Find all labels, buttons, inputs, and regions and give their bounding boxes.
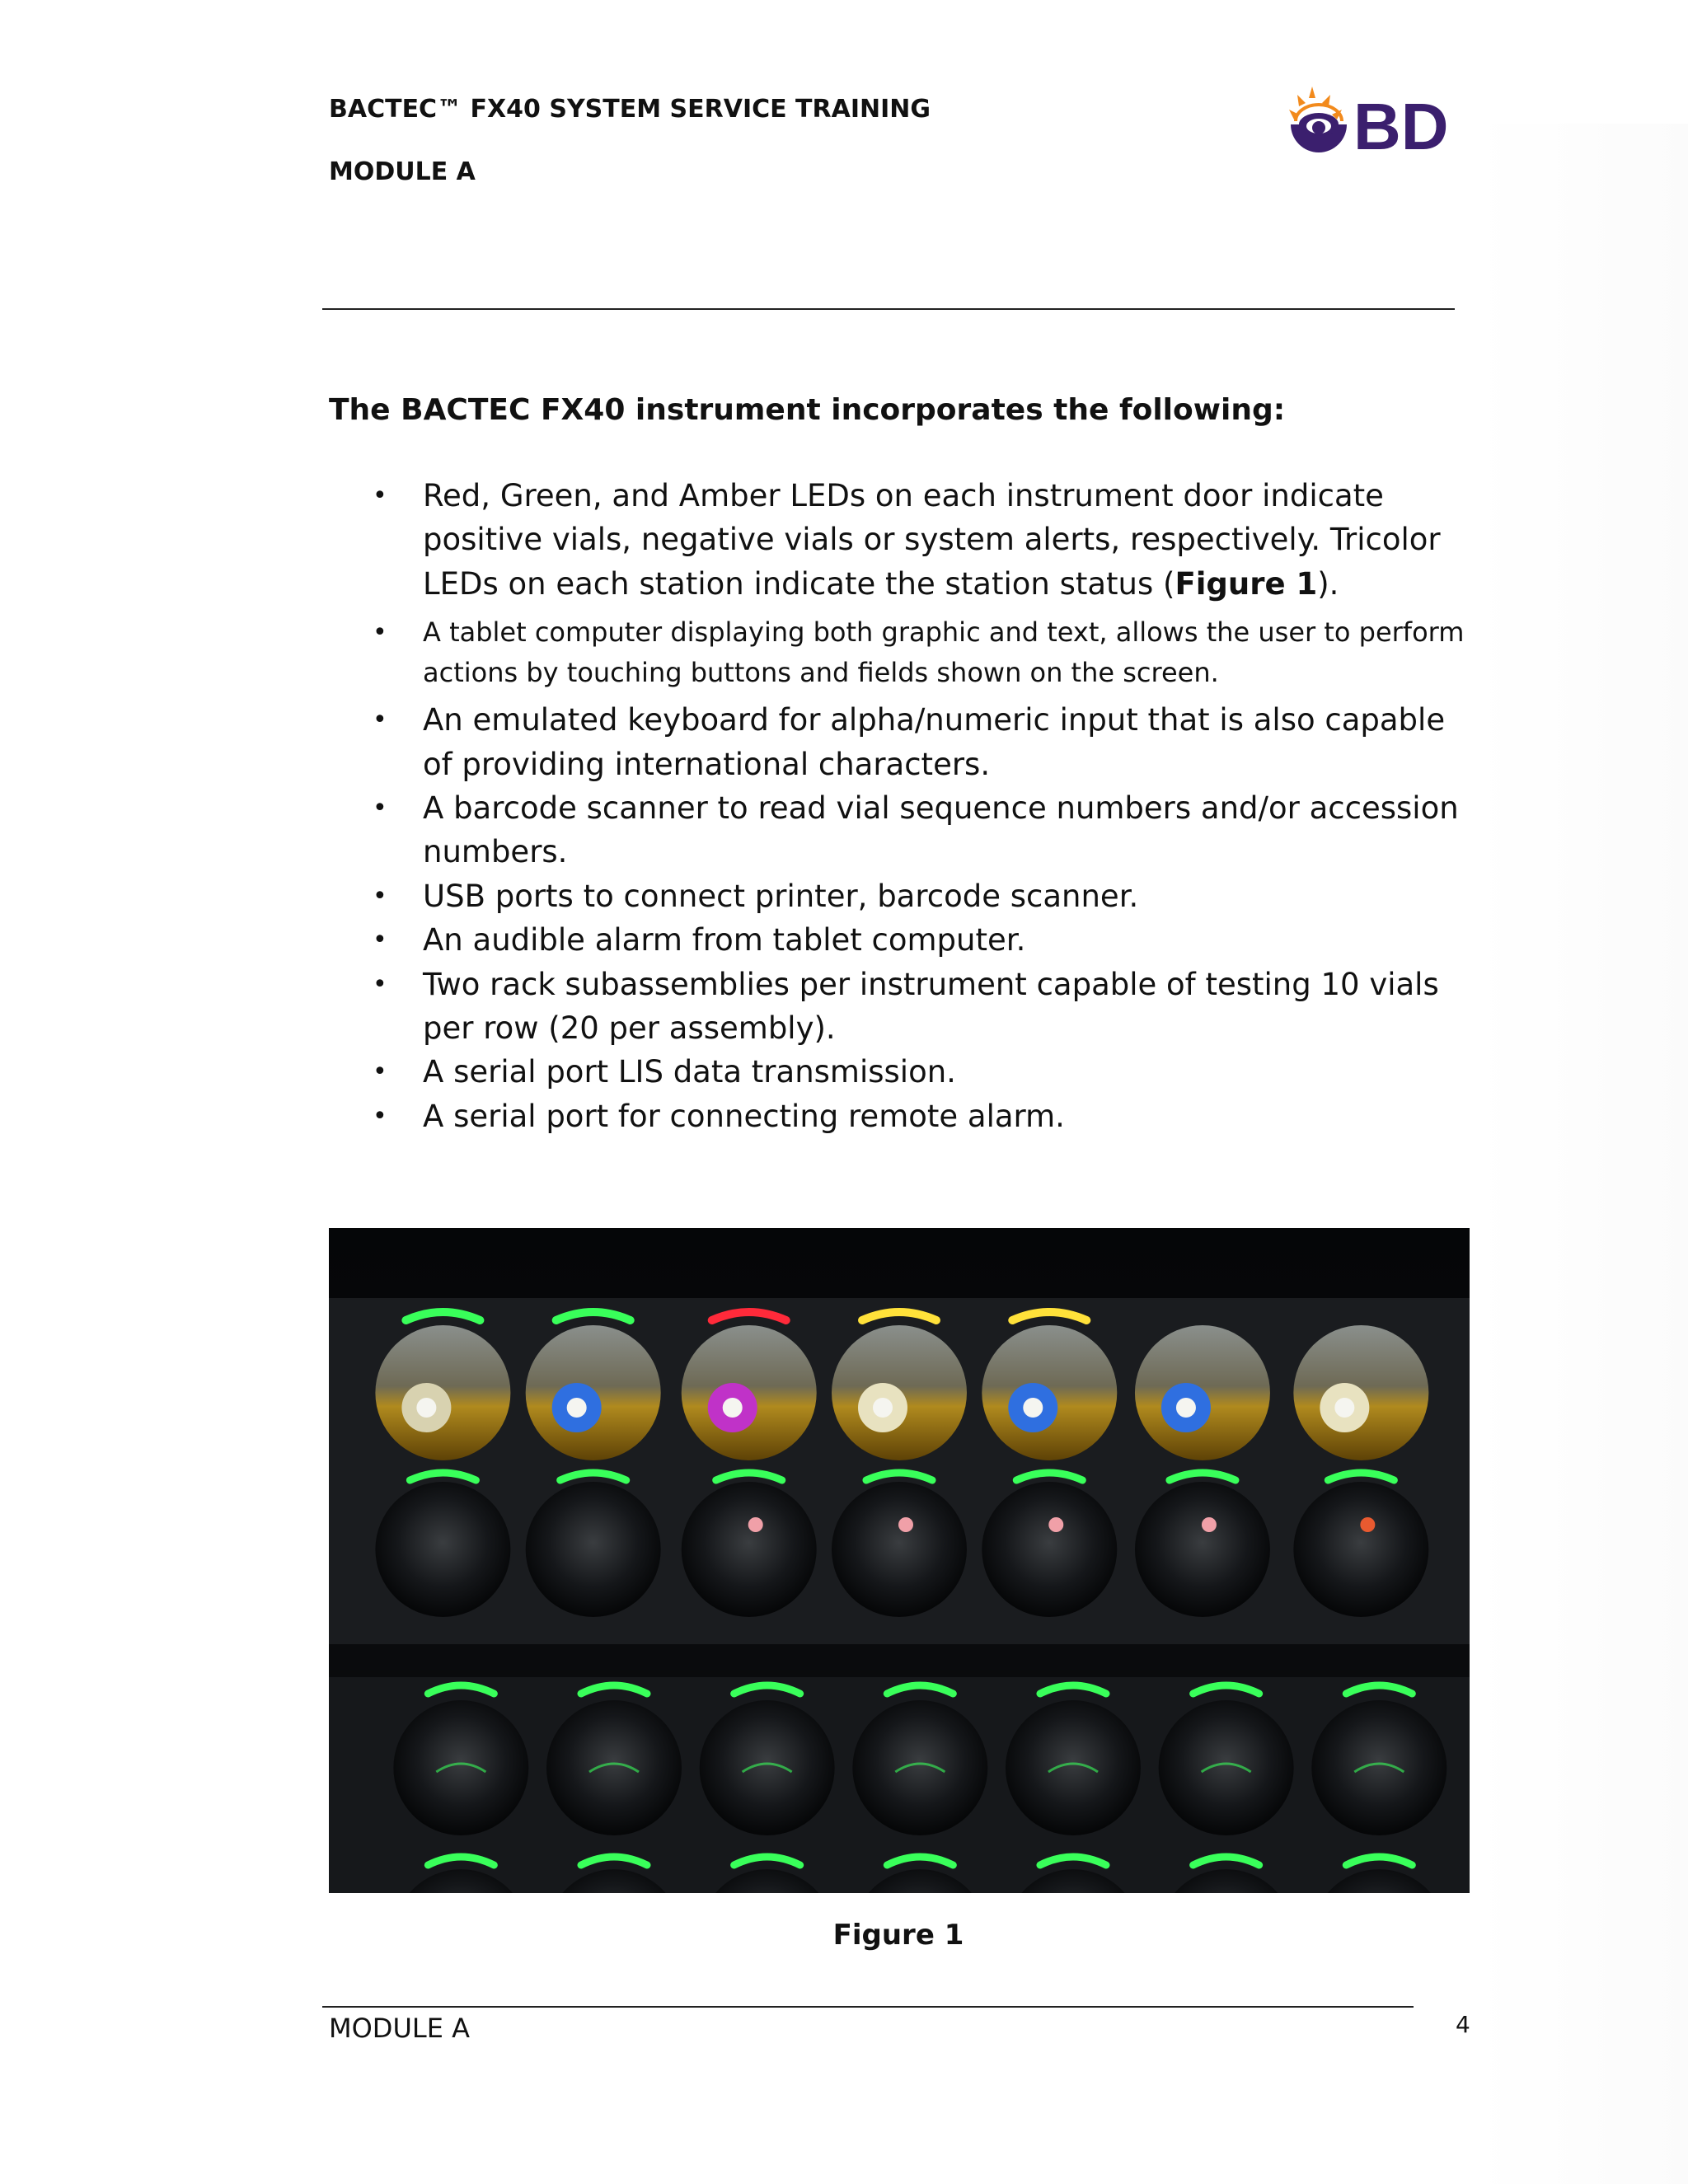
bd-sunburst-icon [1289, 87, 1347, 152]
station-well [1293, 1482, 1428, 1617]
intro-heading: The BACTEC FX40 instrument incorporates the following: [329, 393, 1286, 427]
station-well [1311, 1700, 1447, 1835]
bullet-icon: • [373, 1101, 387, 1131]
page-edge-shade [1475, 124, 1688, 2184]
bd-logo [1287, 85, 1461, 163]
station-well [852, 1700, 987, 1835]
station-well [1135, 1482, 1270, 1617]
well-indicator [748, 1517, 763, 1532]
instrument-photo [329, 1228, 1470, 1893]
well-indicator [1360, 1517, 1375, 1532]
station-well [682, 1482, 817, 1617]
list-item: • Two rack subassemblies per instrument capable of testing 10 vials per row (20 per assembly). [329, 963, 1483, 1051]
bullet-icon: • [373, 618, 387, 648]
station-well [393, 1700, 528, 1835]
station-well [832, 1482, 967, 1617]
list-item: • A serial port for connecting remote alarm. [329, 1094, 1483, 1138]
vial-cap-center [1176, 1398, 1196, 1418]
bullet-icon: • [373, 881, 387, 911]
station-well [700, 1700, 835, 1835]
list-item: • An emulated keyboard for alpha/numeric input that is also capable of providing international characters. [329, 698, 1483, 786]
station-well [1159, 1700, 1294, 1835]
station-well [1006, 1700, 1141, 1835]
figure-caption: Figure 1 [832, 1919, 964, 1952]
bullet-icon: • [373, 969, 387, 999]
vial-cap-center [723, 1398, 743, 1418]
footer-rule [322, 2006, 1414, 2008]
station-well [982, 1482, 1117, 1617]
well-indicator [1048, 1517, 1063, 1532]
vial-cap-center [873, 1398, 893, 1418]
vial-cap-center [416, 1398, 436, 1418]
page-number: 4 [1456, 2011, 1470, 2038]
bullet-icon: • [373, 794, 387, 823]
vial-cap-center [1334, 1398, 1354, 1418]
list-item: • A tablet computer displaying both graphic and text, allows the user to perform actions by touching buttons and fields shown on the screen. [329, 612, 1483, 693]
list-item: • USB ports to connect printer, barcode scanner. [329, 874, 1483, 918]
header-module: MODULE A [329, 157, 476, 186]
bd-logo-text: BD [1353, 90, 1449, 163]
feature-list [329, 474, 1483, 1138]
station-well [546, 1700, 682, 1835]
list-item: • A barcode scanner to read vial sequence numbers and/or accession numbers. [329, 786, 1483, 874]
bullet-icon: • [373, 1057, 387, 1087]
vial-cap-center [1023, 1398, 1043, 1418]
bullet-icon: • [373, 926, 387, 955]
bullet-icon: • [373, 705, 387, 735]
footer-module: MODULE A [329, 2013, 470, 2044]
bullet-icon: • [373, 481, 387, 510]
header-rule [322, 308, 1455, 310]
station-well [375, 1482, 510, 1617]
list-item: • A serial port LIS data transmission. [329, 1050, 1483, 1094]
header-title: BACTEC™ FX40 SYSTEM SERVICE TRAINING [329, 95, 931, 124]
well-indicator [1202, 1517, 1217, 1532]
station-well [526, 1482, 661, 1617]
list-item: • An audible alarm from tablet computer. [329, 918, 1483, 962]
vial-cap-center [567, 1398, 587, 1418]
figure-ref: Figure 1 [1175, 565, 1318, 602]
well-indicator [898, 1517, 913, 1532]
list-item: • Red, Green, and Amber LEDs on each instrument door indicate positive vials, negative vials or system alerts, respectively. Tricolor LEDs on each station indicate the station status (Figure 1). [329, 474, 1483, 606]
